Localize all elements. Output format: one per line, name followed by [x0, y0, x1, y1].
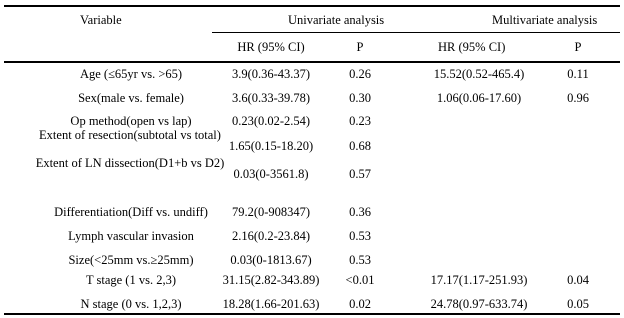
- multi-p-cell: 0.05: [567, 297, 589, 311]
- uni-hr-cell: 1.65(0.15-18.20): [228, 139, 314, 153]
- variable-cell: Size(<25mm vs.≥25mm): [68, 253, 194, 267]
- header-bottom-rule: [4, 61, 620, 63]
- uni-p-cell: 0.23: [349, 114, 371, 128]
- header-multivariate: Multivariate analysis: [492, 13, 598, 27]
- variable-cell: Extent of LN dissection(D1+b vs D2): [35, 156, 225, 170]
- multi-hr-cell: 1.06(0.06-17.60): [436, 91, 522, 105]
- variable-cell: Extent of resection(subtotal vs total): [39, 128, 221, 142]
- uni-hr-cell: 3.9(0.36-43.37): [231, 67, 311, 81]
- header-multi-hr: HR (95% CI): [438, 40, 506, 54]
- uni-hr-cell: 0.03(0-3561.8): [233, 167, 309, 181]
- header-variable: Variable: [80, 13, 122, 27]
- header-uni-hr: HR (95% CI): [237, 40, 305, 54]
- uni-p-cell: 0.02: [349, 297, 371, 311]
- uni-hr-cell: 3.6(0.33-39.78): [231, 91, 311, 105]
- uni-hr-cell: 18.28(1.66-201.63): [222, 297, 320, 311]
- uni-p-cell: 0.53: [349, 229, 371, 243]
- multi-hr-cell: 24.78(0.97-633.74): [430, 297, 528, 311]
- multi-hr-cell: 15.52(0.52-465.4): [433, 67, 525, 81]
- multi-p-cell: 0.11: [567, 67, 589, 81]
- uni-p-cell: 0.26: [349, 67, 371, 81]
- uni-p-cell: <0.01: [345, 273, 375, 287]
- variable-cell: Sex(male vs. female): [78, 91, 184, 105]
- uni-p-cell: 0.68: [349, 139, 371, 153]
- uni-hr-cell: 31.15(2.82-343.89): [222, 273, 320, 287]
- variable-cell: Differentiation(Diff vs. undiff): [54, 205, 208, 219]
- variable-cell: Op method(open vs lap): [70, 114, 192, 128]
- variable-cell: Age (≤65yr vs. >65): [79, 67, 183, 81]
- uni-p-cell: 0.53: [349, 253, 371, 267]
- uni-p-cell: 0.36: [349, 205, 371, 219]
- variable-cell: T stage (1 vs. 2,3): [85, 273, 177, 287]
- uni-hr-cell: 2.16(0.2-23.84): [231, 229, 311, 243]
- variable-cell: Lymph vascular invasion: [68, 229, 194, 243]
- uni-hr-cell: 79.2(0-908347): [231, 205, 311, 219]
- header-uni-p: P: [356, 40, 364, 54]
- multi-p-cell: 0.96: [567, 91, 589, 105]
- header-subrule: [212, 32, 620, 33]
- multi-p-cell: 0.04: [567, 273, 589, 287]
- uni-hr-cell: 0.03(0-1813.67): [230, 253, 312, 267]
- multi-hr-cell: 17.17(1.17-251.93): [430, 273, 528, 287]
- header-multi-p: P: [574, 40, 582, 54]
- bottom-rule: [4, 313, 620, 315]
- top-rule: [4, 5, 620, 7]
- uni-p-cell: 0.30: [349, 91, 371, 105]
- variable-cell: N stage (0 vs. 1,2,3): [80, 297, 182, 311]
- header-univariate: Univariate analysis: [288, 13, 385, 27]
- uni-p-cell: 0.57: [349, 167, 371, 181]
- uni-hr-cell: 0.23(0.02-2.54): [231, 114, 311, 128]
